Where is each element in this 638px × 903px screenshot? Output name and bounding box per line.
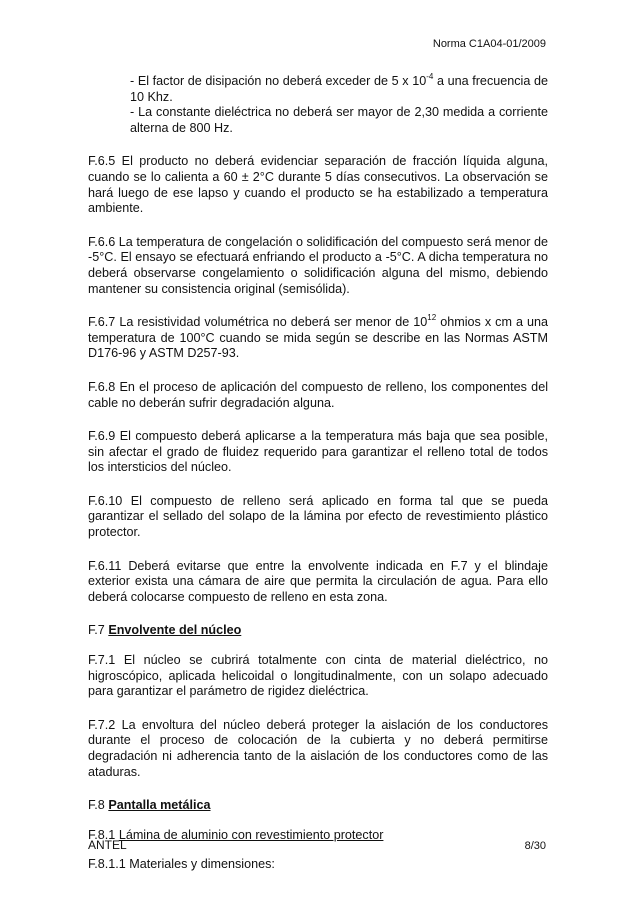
section-heading-f7: F.7 Envolvente del núcleo xyxy=(88,623,242,638)
section-title: Envolvente del núcleo xyxy=(108,623,242,638)
subsection-heading-f81: F.8.1 Lámina de aluminio con revestimiento protector xyxy=(88,827,384,842)
exponent: -4 xyxy=(426,71,434,81)
section-title: Pantalla metálica xyxy=(108,798,211,813)
paragraph-f666: F.6.6 La temperatura de congelación o solidificación del compuesto será menor de -5°C. El ensayo se efectuará enfriando el producto a -5°C. A dicha temperatura no deberá observarse congelamiento o solidificación alguna del mismo, debiendo mantener su consistencia original (semisólida). xyxy=(88,234,548,296)
footer-organization: ANTEL xyxy=(88,838,127,852)
requirements-list xyxy=(88,71,548,136)
list-item: - El factor de disipación no deberá exceder de 5 x $10^{-4}$ a una frecuencia de 10 Khz. xyxy=(130,71,548,104)
section-heading-f8: F.8 Pantalla metálica xyxy=(88,798,211,813)
list-item: - La constante dieléctrica no deberá ser mayor de 2,30 medida a corriente alterna de 800 Hz. xyxy=(130,105,548,135)
paragraph-f6611: F.6.11 Deberá evitarse que entre la envolvente indicada en F.7 y el blindaje exterior exista una cámara de aire que permita la circulación de agua. Para ello deberá colocarse compuesto de relleno en esta zona. xyxy=(88,558,548,604)
document-reference: Norma C1A04-01/2009 xyxy=(432,38,546,50)
document-body xyxy=(88,71,548,891)
subsection-title: Lámina de aluminio con revestimiento protector xyxy=(118,827,384,842)
paragraph-f665: F.6.5 El producto no deberá evidenciar separación de fracción líquida alguna, cuando se lo calienta a 60 ± 2°C durante 5 días consecutivos. La observación se hará luego de ese lapso y cuando el producto se ha estabilizado a temperatura ambiente. xyxy=(88,154,548,216)
paragraph-f667: F.6.7 La resistividad volumétrica no deberá ser menor de $10^{12}$ ohmios x cm a una temperatura de 100°C cuando se mida según se describe en las Normas ASTM D176-96 y ASTM D257-93. xyxy=(88,312,548,361)
paragraph-f6610: F.6.10 El compuesto de relleno será aplicado en forma tal que se pueda garantizar el sellado del solapo de la lámina por efecto de revestimiento plástico protector. xyxy=(88,493,548,540)
page-number: 8/30 xyxy=(524,840,546,852)
exponent: 12 xyxy=(427,312,437,322)
paragraph-f71: F.7.1 El núcleo se cubrirá totalmente con cinta de material dieléctrico, no higroscópico, aplicada helicoidal o longitudinalmente, con un solapo adecuado para garantizar el parámetro de rigidez dieléctrica. xyxy=(88,653,548,699)
paragraph-f72: F.7.2 La envoltura del núcleo deberá proteger la aislación de los conductores durante el proceso de colocación de la cubierta y no deberá permitirse degradación ni adherencia tanto de la aislación de los conductores como de las ataduras. xyxy=(88,717,548,779)
paragraph-f811: F.8.1.1 Materiales y dimensiones: xyxy=(88,857,275,872)
paragraph-f669: F.6.9 El compuesto deberá aplicarse a la temperatura más baja que sea posible, sin afectar el grado de fluidez requerido para garantizar el relleno total de todos los intersticios del núcleo. xyxy=(88,429,548,475)
paragraph-f668: F.6.8 En el proceso de aplicación del compuesto de relleno, los componentes del cable no deberán sufrir degradación alguna. xyxy=(88,379,548,410)
